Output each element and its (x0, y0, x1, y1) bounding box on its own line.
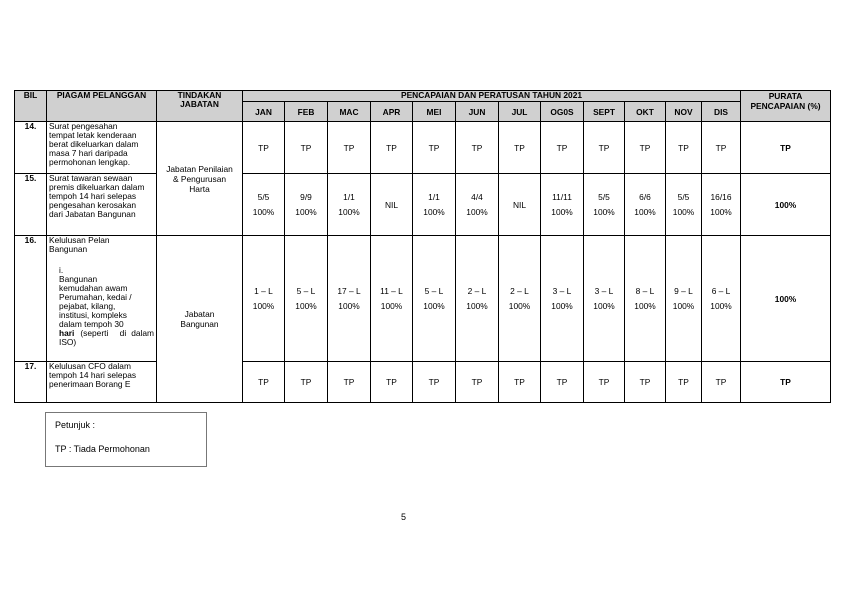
header-piagam: PIAGAM PELANGGAN (47, 91, 157, 122)
cell-line: 5/5 (677, 191, 690, 202)
cell-line: 6 – L (711, 285, 731, 296)
row-description (47, 122, 157, 174)
cell-line: permohonan lengkap. (49, 157, 131, 167)
row-description (47, 362, 157, 403)
cell-line: premis dikeluarkan dalam (49, 182, 145, 192)
cell-line: Bangunan (180, 319, 219, 329)
cell-line: Jabatan Penilaian (166, 163, 233, 174)
cell-line: 6/6 (639, 191, 651, 202)
cell-line: Bangunan (59, 274, 98, 284)
cell-line: 5/5 (598, 191, 610, 202)
cell-line: 1/1 (343, 191, 355, 202)
cell-line: 17 – L (337, 285, 361, 296)
table-row (15, 174, 831, 236)
cell-line: 100% (634, 300, 656, 311)
month-value (285, 236, 328, 362)
month-value (625, 236, 666, 362)
cell-line: 11/11 (552, 191, 572, 202)
row-bil: 16. (15, 236, 47, 362)
cell-line: 100% (380, 300, 403, 311)
cell-lines (668, 284, 699, 314)
cell-line: Jabatan (184, 309, 215, 319)
row-description (47, 236, 157, 362)
cell-line: 100% (252, 300, 275, 311)
sub-rest: (seperti di (80, 328, 127, 338)
table-body (15, 122, 831, 403)
cell-line: 16/16 (710, 191, 732, 202)
cell-line: 100% (423, 206, 445, 217)
cell-line: Surat pengesahan (49, 121, 118, 131)
month-value: NIL (371, 174, 413, 236)
sub-rest: dalam ISO) (59, 328, 154, 347)
row-average: 100% (741, 174, 831, 236)
header-tindakan: TINDAKAN JABATAN (157, 91, 243, 122)
header-row-1 (15, 91, 831, 102)
header-month: SEPT (584, 102, 625, 122)
page-number: 5 (401, 512, 407, 522)
header-month: OG0S (541, 102, 584, 122)
sub-marker: i. (59, 265, 64, 275)
month-value: TP (584, 362, 625, 403)
legend-text: TP : Tiada Permohonan (55, 444, 150, 454)
cell-line: dari Jabatan Bangunan (49, 209, 136, 219)
cell-lines (627, 284, 663, 314)
cell-lines (704, 190, 738, 220)
cell-line: 5 – L (296, 285, 316, 296)
month-value: TP (285, 362, 328, 403)
month-value: TP (328, 122, 371, 174)
header-purata: PURATA PENCAPAIAN (%) (741, 91, 831, 122)
month-value (584, 236, 625, 362)
month-value: TP (328, 362, 371, 403)
legend-title: Petunjuk : (55, 420, 96, 430)
row-bil: 15. (15, 174, 47, 236)
cell-line: 100% (338, 206, 360, 217)
month-value (328, 174, 371, 236)
month-value (413, 236, 456, 362)
row-description (47, 174, 157, 236)
cell-line: 100% (252, 206, 275, 217)
cell-lines (159, 309, 240, 329)
cell-line: 100% (295, 300, 317, 311)
cell-line: dalam tempoh 30 (59, 319, 124, 329)
cell-line: 100% (634, 206, 656, 217)
month-value: TP (413, 362, 456, 403)
cell-line: Kelulusan CFO dalam (49, 361, 131, 371)
cell-line: 100% (338, 300, 360, 311)
month-value: NIL (499, 174, 541, 236)
cell-line: 5/5 (257, 191, 270, 202)
cell-line: 5 – L (424, 285, 444, 296)
cell-line: 100% (508, 300, 531, 311)
row-department (157, 122, 243, 236)
cell-lines (59, 275, 154, 329)
header-month: DIS (702, 102, 741, 122)
month-value (625, 174, 666, 236)
cell-lines (287, 190, 325, 220)
cell-line: 100% (593, 300, 615, 311)
month-value: TP (541, 362, 584, 403)
cell-line: 100% (672, 206, 695, 217)
month-value (456, 174, 499, 236)
cell-lines (49, 236, 154, 254)
header-month: NOV (666, 102, 702, 122)
month-value: TP (413, 122, 456, 174)
month-value (371, 236, 413, 362)
table-row (15, 236, 831, 362)
cell-line: 100% (551, 300, 573, 311)
month-value: TP (371, 362, 413, 403)
header-month: JAN (243, 102, 285, 122)
month-value: TP (666, 122, 702, 174)
cell-line: tempat letak kenderaan (49, 130, 137, 140)
cell-lines (49, 122, 154, 167)
month-value: TP (666, 362, 702, 403)
cell-line: 3 – L (594, 285, 614, 296)
row-bil: 17. (15, 362, 47, 403)
row-department (157, 236, 243, 403)
cell-lines (245, 190, 282, 220)
header-bil: BIL (15, 91, 47, 122)
header-month: MAC (328, 102, 371, 122)
header-month: FEB (285, 102, 328, 122)
cell-lines (373, 284, 410, 314)
cell-line: berat dikeluarkan dalam (49, 139, 139, 149)
cell-lines (415, 284, 453, 314)
cell-line: tempoh 14 hari selepas (49, 370, 137, 380)
legend-box (45, 412, 207, 467)
cell-line: 100% (551, 206, 573, 217)
header-month: MEI (413, 102, 456, 122)
cell-lines (49, 362, 154, 389)
month-value: TP (456, 122, 499, 174)
cell-lines (245, 284, 282, 314)
cell-line: 100% (466, 300, 488, 311)
cell-line: 100% (466, 206, 488, 217)
cell-line: tempoh 14 hari selepas (49, 191, 137, 201)
sub-bold: hari (59, 328, 75, 338)
cell-line: masa 7 hari daripada (49, 148, 128, 158)
row-average: TP (741, 122, 831, 174)
table-row (15, 122, 831, 174)
achievement-table (14, 90, 831, 403)
cell-lines (586, 190, 622, 220)
month-value (584, 174, 625, 236)
month-value: TP (702, 122, 741, 174)
cell-line: kemudahan awam (59, 283, 128, 293)
month-value: TP (243, 362, 285, 403)
cell-line: 100% (710, 206, 732, 217)
header-pencapaian: PENCAPAIAN DAN PERATUSAN TAHUN 2021 (243, 91, 741, 102)
cell-line: Harta (189, 183, 210, 194)
cell-lines (668, 190, 699, 220)
cell-line: 1 – L (254, 285, 273, 296)
table-row (15, 362, 831, 403)
month-value: TP (625, 122, 666, 174)
cell-lines (159, 164, 240, 194)
cell-lines (627, 190, 663, 220)
cell-lines (543, 190, 581, 220)
cell-line: pejabat, kilang, (59, 301, 116, 311)
month-value (702, 174, 741, 236)
month-value: TP (456, 362, 499, 403)
cell-line: 1/1 (428, 191, 440, 202)
cell-line: 100% (423, 300, 445, 311)
row-sub-item (49, 266, 154, 347)
cell-line: Surat tawaran sewaan (49, 173, 133, 183)
cell-lines (330, 190, 368, 220)
month-value (541, 236, 584, 362)
header-month: OKT (625, 102, 666, 122)
month-value: TP (499, 362, 541, 403)
cell-line: 9/9 (300, 191, 312, 202)
cell-lines (704, 284, 738, 314)
cell-lines (543, 284, 581, 314)
month-value: TP (584, 122, 625, 174)
header-month: APR (371, 102, 413, 122)
month-value (243, 236, 285, 362)
cell-lines (458, 190, 496, 220)
cell-line: 4/4 (471, 191, 483, 202)
month-value: TP (371, 122, 413, 174)
row-average: 100% (741, 236, 831, 362)
cell-line: 100% (672, 300, 695, 311)
cell-line: institusi, kompleks (59, 310, 127, 320)
cell-line: 100% (295, 206, 317, 217)
cell-lines (287, 284, 325, 314)
month-value: TP (625, 362, 666, 403)
cell-line: 11 – L (380, 285, 403, 296)
cell-line: pengesahan kerosakan (49, 200, 137, 210)
cell-line: Perumahan, kedai / (59, 292, 132, 302)
cell-lines (501, 284, 538, 314)
month-value (499, 236, 541, 362)
cell-lines (458, 284, 496, 314)
cell-line: 2 – L (467, 285, 487, 296)
month-value (456, 236, 499, 362)
month-value (285, 174, 328, 236)
cell-line: 100% (593, 206, 615, 217)
month-value (666, 236, 702, 362)
cell-line: Kelulusan Pelan (49, 235, 110, 245)
cell-line: 8 – L (635, 285, 655, 296)
cell-line: & Pengurusan (172, 173, 227, 184)
cell-line: 9 – L (674, 285, 693, 296)
month-value (541, 174, 584, 236)
cell-lines (330, 284, 368, 314)
month-value: TP (702, 362, 741, 403)
month-value (666, 174, 702, 236)
month-value: TP (285, 122, 328, 174)
row-average: TP (741, 362, 831, 403)
cell-line: 2 – L (510, 285, 529, 296)
month-value: TP (541, 122, 584, 174)
month-value (328, 236, 371, 362)
month-value (413, 174, 456, 236)
month-value (243, 174, 285, 236)
header-month: JUN (456, 102, 499, 122)
cell-line: penerimaan Borang E (49, 379, 131, 389)
cell-lines (586, 284, 622, 314)
header-month: JUL (499, 102, 541, 122)
month-value (702, 236, 741, 362)
cell-line: 3 – L (552, 285, 572, 296)
month-value: TP (243, 122, 285, 174)
cell-line: 100% (710, 300, 732, 311)
row-bil: 14. (15, 122, 47, 174)
cell-line: Bangunan (49, 244, 88, 254)
month-value: TP (499, 122, 541, 174)
cell-lines (415, 190, 453, 220)
cell-lines (49, 174, 154, 219)
